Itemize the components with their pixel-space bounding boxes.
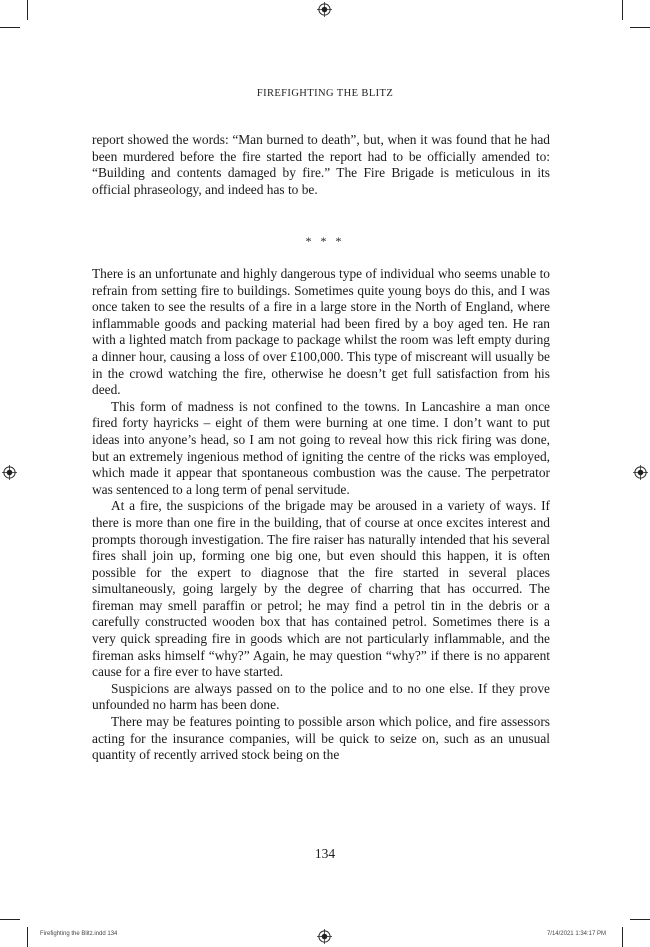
- paragraph: There may be features pointing to possible arson which police, and fire assessors acting for the insurance companies, will be quick to seize on, such as an unusual quantity of recently arrived stock being on the: [92, 714, 550, 763]
- running-head: FIREFIGHTING THE BLITZ: [256, 88, 394, 99]
- crop-mark: [630, 27, 650, 28]
- registration-mark-icon: [317, 2, 332, 17]
- registration-mark-icon: [317, 929, 332, 944]
- paragraph: report showed the words: “Man burned to death”, but, when it was found that he had been murdered before the fire started the report had to be officially amended to: “Building and contents damaged by fire.” The Fire Brigade is meticulous in its official phraseology, and indeed has to be.: [92, 132, 550, 197]
- print-slug-timestamp: 7/14/2021 1:34:17 PM: [546, 931, 606, 937]
- main-text-block: [92, 266, 550, 764]
- crop-mark: [622, 0, 623, 20]
- crop-mark: [0, 27, 20, 28]
- paragraph: This form of madness is not confined to the towns. In Lancashire a man once fired forty hayricks – eight of them were burning at one time. I don’t want to put ideas into anyone’s head, so I am not going to reveal how this rick firing was done, but an extremely ingenious method of igniting the centre of the ricks was employed, which made it appear that spontaneous combustion was the cause. The perpetrator was sentenced to a long term of penal servitude.: [92, 398, 550, 497]
- paragraph: Suspicions are always passed on to the police and to no one else. If they prove unfounded no harm has been done.: [92, 680, 550, 713]
- paragraph: At a fire, the suspicions of the brigade may be aroused in a variety of ways. If there is more than one fire in the building, that of course at once excites interest and prompts thorough investigation. The fire raiser has naturally intended that his several fires shall join up, forming one big one, but even should this happen, it is often possible for the expert to diagnose that the fire started in several places simultaneously, going largely by the degree of charring that has occurred. The fireman may smell paraffin or petrol; he may find a petrol tin in the debris or a carefully constructed wooden box that has contained petrol. Sometimes there is a very quick spreading fire in goods which are not particularly inflammable, and the fireman asks himself “why?” Again, he may question “why?” if there is no apparent cause for a fire ever to have started.: [92, 498, 550, 680]
- continued-paragraph-block: [92, 132, 550, 198]
- crop-mark: [622, 927, 623, 947]
- crop-mark: [0, 919, 20, 920]
- registration-mark-icon: [2, 465, 17, 480]
- print-slug-filename: Firefighting the Blitz.indd 134: [40, 931, 118, 937]
- page-number: 134: [314, 846, 336, 861]
- section-break: * * *: [305, 234, 345, 248]
- crop-mark: [27, 0, 28, 20]
- crop-mark: [630, 919, 650, 920]
- paragraph: There is an unfortunate and highly dangerous type of individual who seems unable to refrain from setting fire to buildings. Sometimes quite young boys do this, and I was once taken to see the results of a fire in a large store in the North of England, where inflammable goods and packing material had been fired by a boy aged ten. He ran with a lighted match from package to package whilst the room was left empty during a dinner hour, causing a loss of over £100,000. This type of miscreant will usually be in the crowd watching the fire, otherwise he doesn’t get full satisfaction from his deed.: [92, 266, 550, 398]
- crop-mark: [27, 927, 28, 947]
- registration-mark-icon: [633, 465, 648, 480]
